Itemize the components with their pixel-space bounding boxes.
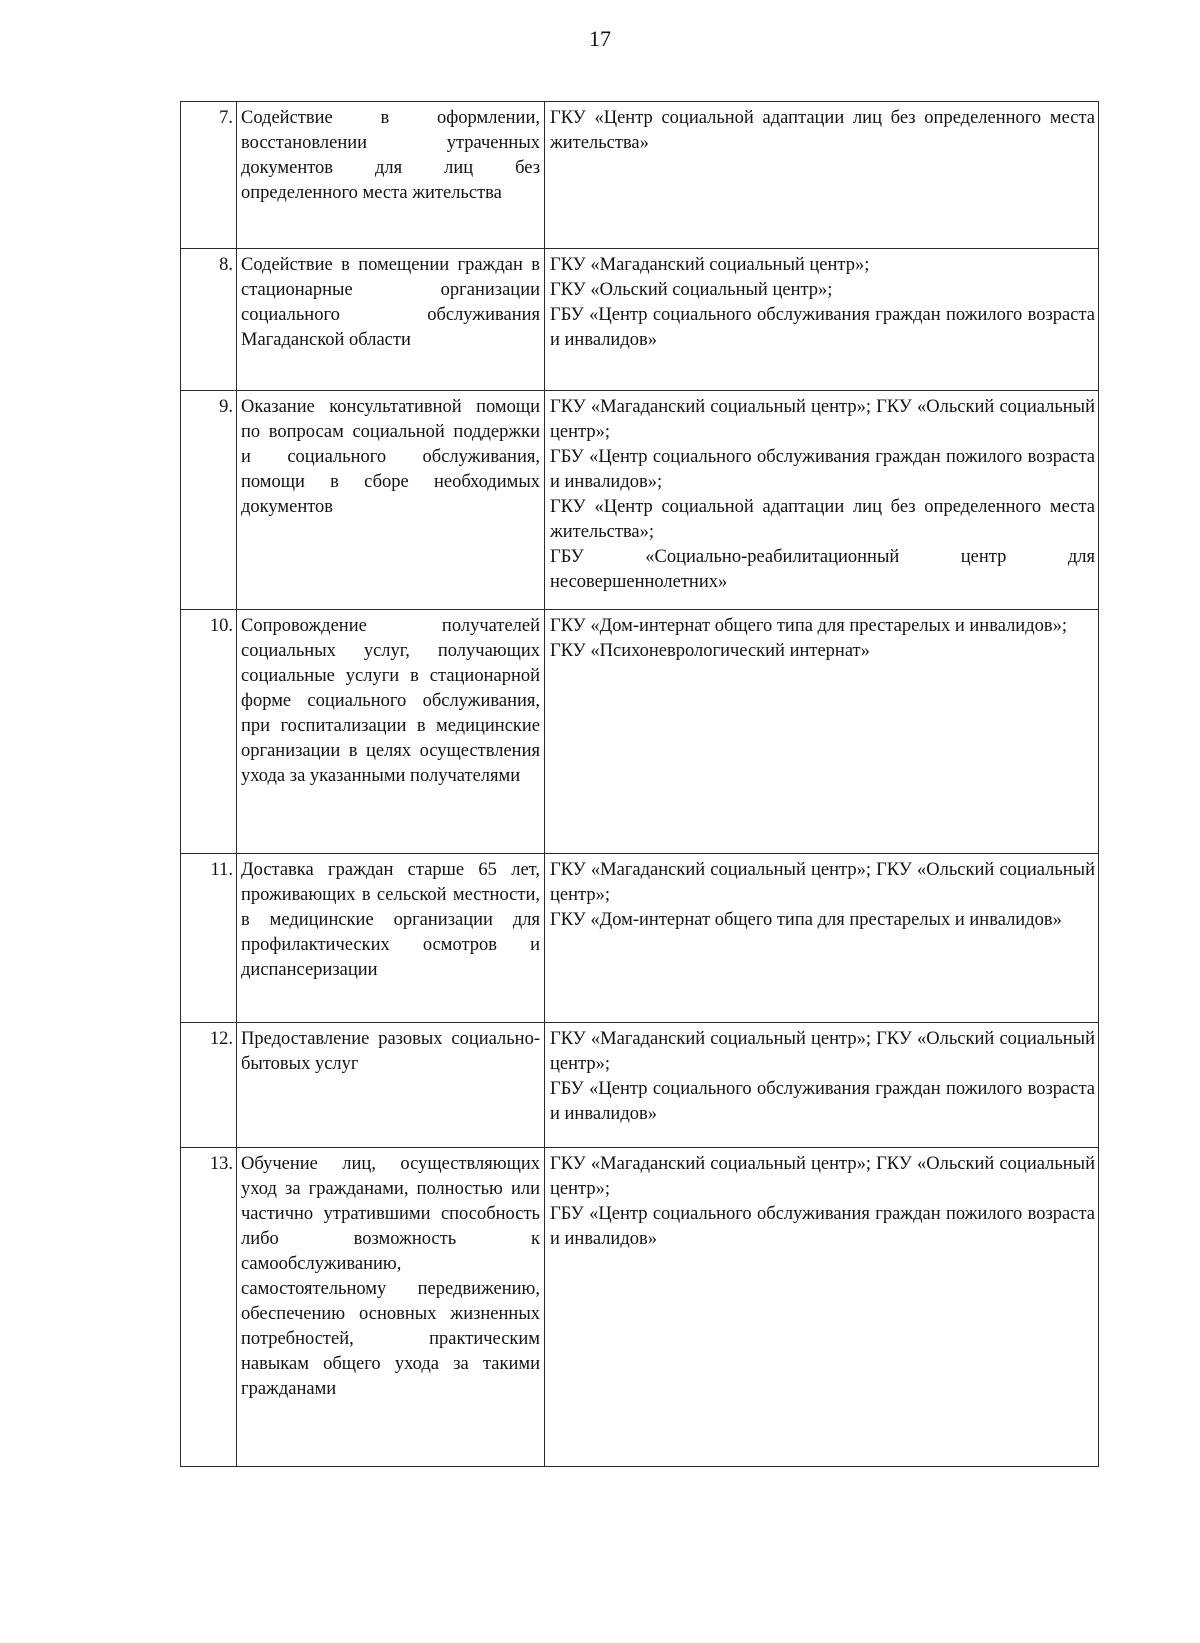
organizations-cell: [545, 854, 1099, 1023]
organization-entry: ГБУ «Центр социального обслуживания граждан пожилого возраста и инвалидов»: [550, 1204, 1095, 1249]
organizations-cell: [545, 1148, 1099, 1467]
page-number: 17: [589, 26, 611, 51]
service-description: Обучение лиц, осуществляющих уход за гражданами, полностью или частично утратившими способность либо возможность к самообслуживанию, самостоятельному передвижению, обеспечению основных жизненных потребностей, практическим навыкам общего ухода за такими гражданами: [237, 1148, 545, 1467]
organization-entry: ГКУ «Магаданский социальный центр»;: [550, 255, 870, 275]
row-number: 7.: [181, 102, 237, 249]
table-row: [181, 102, 1099, 249]
organization-entry: ГКУ «Магаданский социальный центр»; ГКУ «Ольский социальный центр»;: [550, 860, 1095, 905]
organizations-cell: [545, 102, 1099, 249]
table-row: [181, 610, 1099, 854]
row-number: 13.: [181, 1148, 237, 1467]
service-description: Предоставление разовых социально-бытовых услуг: [237, 1023, 545, 1148]
service-description: Оказание консультативной помощи по вопросам социальной поддержки и социального обслуживания, помощи в сборе необходимых документов: [237, 391, 545, 610]
table-row: [181, 391, 1099, 610]
service-description: Содействие в оформлении, восстановлении утраченных документов для лиц без определенного места жительства: [237, 102, 545, 249]
organization-entry: ГБУ «Центр социального обслуживания граждан пожилого возраста и инвалидов»;: [550, 447, 1095, 492]
organizations-cell: [545, 391, 1099, 610]
row-number: 11.: [181, 854, 237, 1023]
row-number: 8.: [181, 249, 237, 391]
organization-entry: ГКУ «Центр социальной адаптации лиц без определенного места жительства»: [550, 108, 1095, 153]
table-row: [181, 1023, 1099, 1148]
organization-entry: ГКУ «Дом-интернат общего типа для престарелых и инвалидов»: [550, 910, 1062, 930]
organization-entry: ГКУ «Центр социальной адаптации лиц без определенного места жительства»;: [550, 497, 1095, 542]
organization-entry: ГБУ «Центр социального обслуживания граждан пожилого возраста и инвалидов»: [550, 1079, 1095, 1124]
organizations-cell: [545, 610, 1099, 854]
organization-entry: ГКУ «Ольский социальный центр»;: [550, 280, 833, 300]
table-row: [181, 1148, 1099, 1467]
services-table: [180, 101, 1099, 1467]
organization-entry: ГКУ «Магаданский социальный центр»; ГКУ «Ольский социальный центр»;: [550, 1154, 1095, 1199]
organization-entry: ГКУ «Магаданский социальный центр»; ГКУ «Ольский социальный центр»;: [550, 1029, 1095, 1074]
organization-entry: ГКУ «Дом-интернат общего типа для престарелых и инвалидов»;: [550, 616, 1067, 636]
organization-entry: ГБУ «Социально-реабилитационный центр для несовершеннолетних»: [550, 547, 1095, 592]
row-number: 9.: [181, 391, 237, 610]
row-number: 12.: [181, 1023, 237, 1148]
table-row: [181, 249, 1099, 391]
organizations-cell: [545, 1023, 1099, 1148]
organization-entry: ГКУ «Психоневрологический интернат»: [550, 641, 870, 661]
row-number: 10.: [181, 610, 237, 854]
table-row: [181, 854, 1099, 1023]
organization-entry: ГКУ «Магаданский социальный центр»; ГКУ «Ольский социальный центр»;: [550, 397, 1095, 442]
organization-entry: ГБУ «Центр социального обслуживания граждан пожилого возраста и инвалидов»: [550, 305, 1095, 350]
service-description: Содействие в помещении граждан в стационарные организации социального обслуживания Магаданской области: [237, 249, 545, 391]
organizations-cell: [545, 249, 1099, 391]
service-description: Сопровождение получателей социальных услуг, получающих социальные услуги в стационарной форме социального обслуживания, при госпитализации в медицинские организации в целях осуществления ухода за указанными получателями: [237, 610, 545, 854]
service-description: Доставка граждан старше 65 лет, проживающих в сельской местности, в медицинские организации для профилактических осмотров и диспансеризации: [237, 854, 545, 1023]
